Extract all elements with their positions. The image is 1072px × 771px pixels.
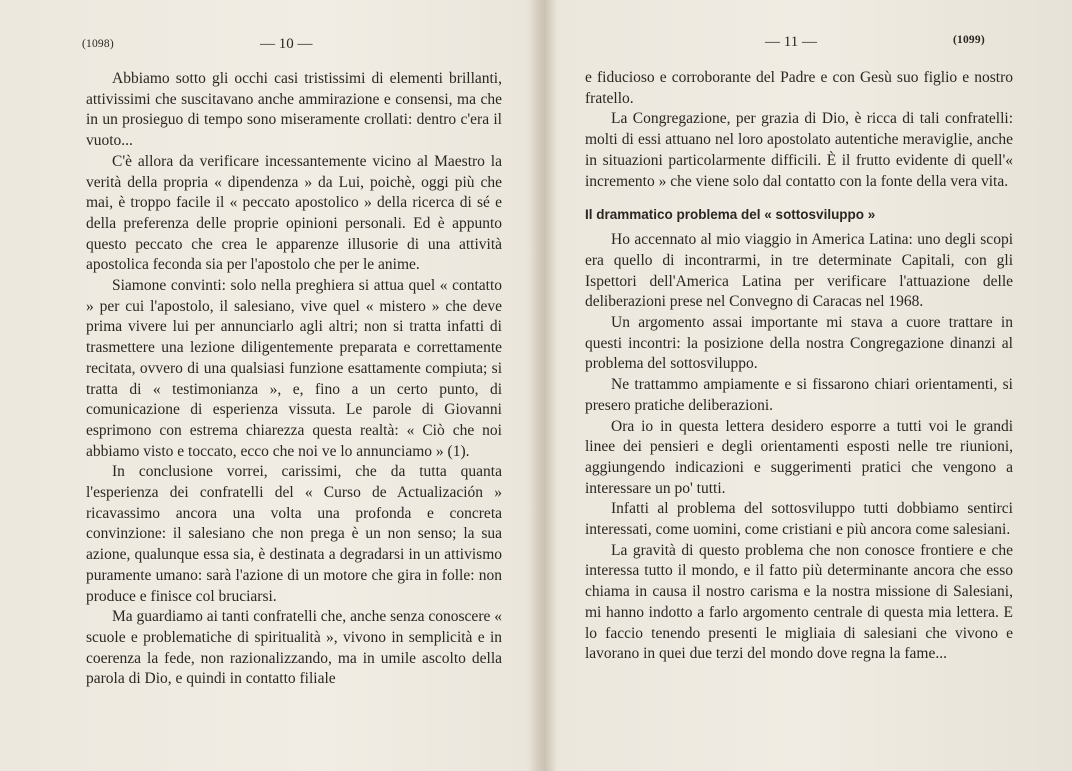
section-heading: Il drammatico problema del « sottosviluppo » [585,207,876,223]
paragraph: Abbiamo sotto gli occhi casi tristissimi di elementi brillanti, attivissimi che suscitavano anche ammirazione e consensi, ma che in un prosieguo di tempo sono miseramente crollati: dentro c'era il vuoto... [86,70,502,150]
paragraph: Un argomento assai importante mi stava a cuore trattare in questi incontri: la posizione della nostra Congregazione dinanzi al problema del sottosviluppo. [585,314,1013,373]
paragraph: Siamone convinti: solo nella preghiera si attua quel « contatto » per cui l'apostolo, il salesiano, vive quel « mistero » che deve prima vivere lui per annunciarlo agli altri; non si tratta infatti di trasmettere una lezione diligentemente preparata e correttamente recitata, ovvero di una qualsiasi funzione esattamente compiuta; si tratta di « testimonianza », e, fino a un certo punto, di comunicazione di esperienza vissuta. Le parole di Giovanni esprimono con estrema chiarezza questa realtà: « Ciò che noi abbiamo visto e toccato, ecco che noi ve lo annunciamo » (1). [86,277,502,460]
paragraph: La Congregazione, per grazia di Dio, è ricca di tali confratelli: molti di essi attuano nel loro apostolato autentiche meraviglie, anche in situazioni particolarmente difficili. È il frutto evidente di quell'« incremento » che viene solo dal contatto con la fonte della vera vita. [585,110,1013,190]
paragraph: Ma guardiamo ai tanti confratelli che, anche senza conoscere « scuole e problematiche di spiritualità », vivono in semplicità e in coerenza la fede, non razionalizzando, ma in umile ascolto della parola di Dio, e quindi in contatto filiale [86,608,502,688]
paragraph: La gravità di questo problema che non conosce frontiere e che interessa tutto il mondo, e il fatto più determinante ancora che esso chiama in causa il nostro carisma e la nostra missione di Salesiani, mi hanno indotto a farlo argomento centrale di questa mia lettera. E lo faccio tenendo presenti le migliaia di salesiani che vivono e lavorano in quei due terzi del mondo dove regna la fame... [585,541,1013,663]
right-page [545,0,1072,771]
left-page-number: — 10 — [260,36,313,52]
continuation-paragraph: e fiducioso e corroborante del Padre e con Gesù suo figlio e nostro fratello. [585,69,1013,107]
paragraph: Ora io in questa lettera desidero esporre a tutti voi le grandi linee dei pensieri e degli orientamenti esposti nelle tre riunioni, aggiungendo indicazioni e suggerimenti pratici che vengono a interessare un po' tutti. [585,417,1013,497]
paragraph: Infatti al problema del sottosviluppo tutti dobbiamo sentirci interessati, come uomini, come cristiani e più ancora come salesiani. [585,500,1013,539]
paragraph: C'è allora da verificare incessantemente vicino al Maestro la verità della propria « dipendenza » da Lui, poichè, oggi più che mai, è troppo facile il « peccato apostolico » della ricerca di sé e della preferenza delle proprie opinioni personali. Ed è appunto questo peccato che crea le apparenze illusorie di una attività apostolica feconda sia per l'apostolo che per le anime. [86,152,502,274]
left-page-body [86,69,502,690]
left-page-ref-number: (1098) [82,38,114,50]
right-page-number: — 11 — [765,34,817,50]
right-page-ref-number: (1099) [953,34,985,46]
right-page-body [585,68,1013,665]
paragraph: In conclusione vorrei, carissimi, che da tutta quanta l'esperienza dei confratelli del « Curso de Actualización » ricavassimo ancora una volta una profonda e concreta convinzione: il salesiano che non prega è un non senso; la sua azione, qualunque essa sia, è destinata a degradarsi in un attivismo puramente umano: sarà l'azione di un motore che gira in folle: non produce e finisce col bruciarsi. [86,463,502,605]
paragraph: Ne trattammo ampiamente e si fissarono chiari orientamenti, si presero pratiche deliberazioni. [585,376,1013,414]
paragraph: Ho accennato al mio viaggio in America Latina: uno degli scopi era quello di incontrarmi, in tre determinate Capitali, con gli Ispettori dell'America Latina per verificare l'attuazione delle deliberazioni prese nel Convegno di Caracas nel 1968. [585,231,1013,311]
